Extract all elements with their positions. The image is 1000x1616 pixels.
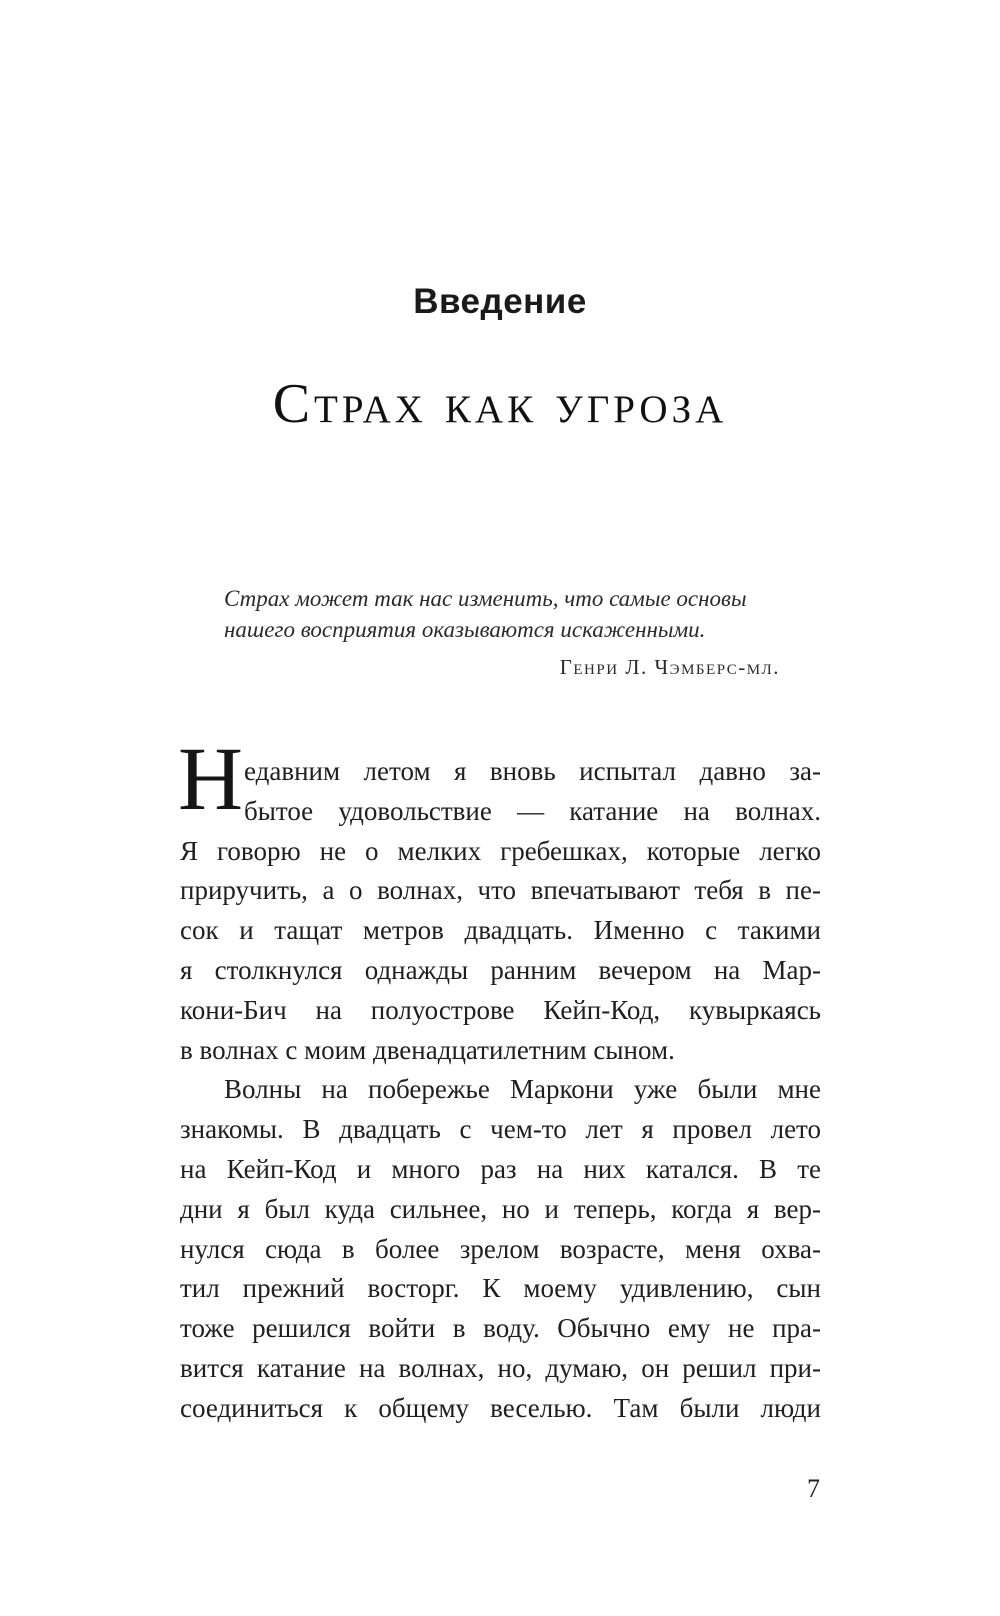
epigraph-author: Генри Л. Чэмберс-мл.: [559, 655, 780, 679]
text-line: бытое удовольствие — катание на волнах.: [244, 795, 821, 826]
chapter-title: Страх как угроза: [272, 373, 728, 435]
first-paragraph-start: [178, 730, 821, 832]
text-line: приручить, а о волнах, что впечатывают тебя в пе-: [180, 875, 821, 906]
text-line: Волны на побережье Маркони уже были мне: [224, 1074, 821, 1105]
text-line: вится катание на волнах, но, думаю, он решил при-: [180, 1352, 821, 1383]
text-line: соединиться к общему веселью. Там были люди: [180, 1392, 821, 1423]
page-number: 7: [807, 1474, 820, 1503]
text-line: нулся сюда в более зрелом возрасте, меня охва-: [180, 1233, 821, 1264]
epigraph-line: нашего восприятия оказываются искаженными.: [224, 617, 706, 642]
epigraph: [224, 583, 780, 687]
text-line: дни я был куда сильнее, но и теперь, когда я вер-: [180, 1193, 821, 1224]
text-line: сок и тащат метров двадцать. Именно с такими: [180, 915, 821, 946]
text-line: кони-Бич на полуострове Кейп-Код, кувыркаясь: [180, 994, 821, 1025]
section-label: Введение: [413, 282, 587, 321]
drop-cap: Н: [178, 730, 243, 829]
text-line: едавним летом я вновь испытал давно за-: [244, 756, 821, 786]
epigraph-line: Страх может так нас изменить, что самые основы: [224, 586, 747, 611]
text-line: тоже решился войти в воду. Обычно ему не пра-: [180, 1313, 821, 1344]
text-line: я столкнулся однажды ранним вечером на Мар-: [180, 954, 821, 985]
text-line: тил прежний восторг. К моему удивлению, сын: [180, 1273, 821, 1304]
text-line: на Кейп-Код и много раз на них катался. В те: [180, 1153, 821, 1184]
text-line: Я говорю не о мелких гребешках, которые легко: [180, 835, 821, 866]
text-line: знакомы. В двадцать с чем-то лет я провел лето: [180, 1114, 821, 1145]
text-line: в волнах с моим двенадцатилетним сыном.: [180, 1034, 675, 1065]
body-text: [178, 730, 821, 1429]
